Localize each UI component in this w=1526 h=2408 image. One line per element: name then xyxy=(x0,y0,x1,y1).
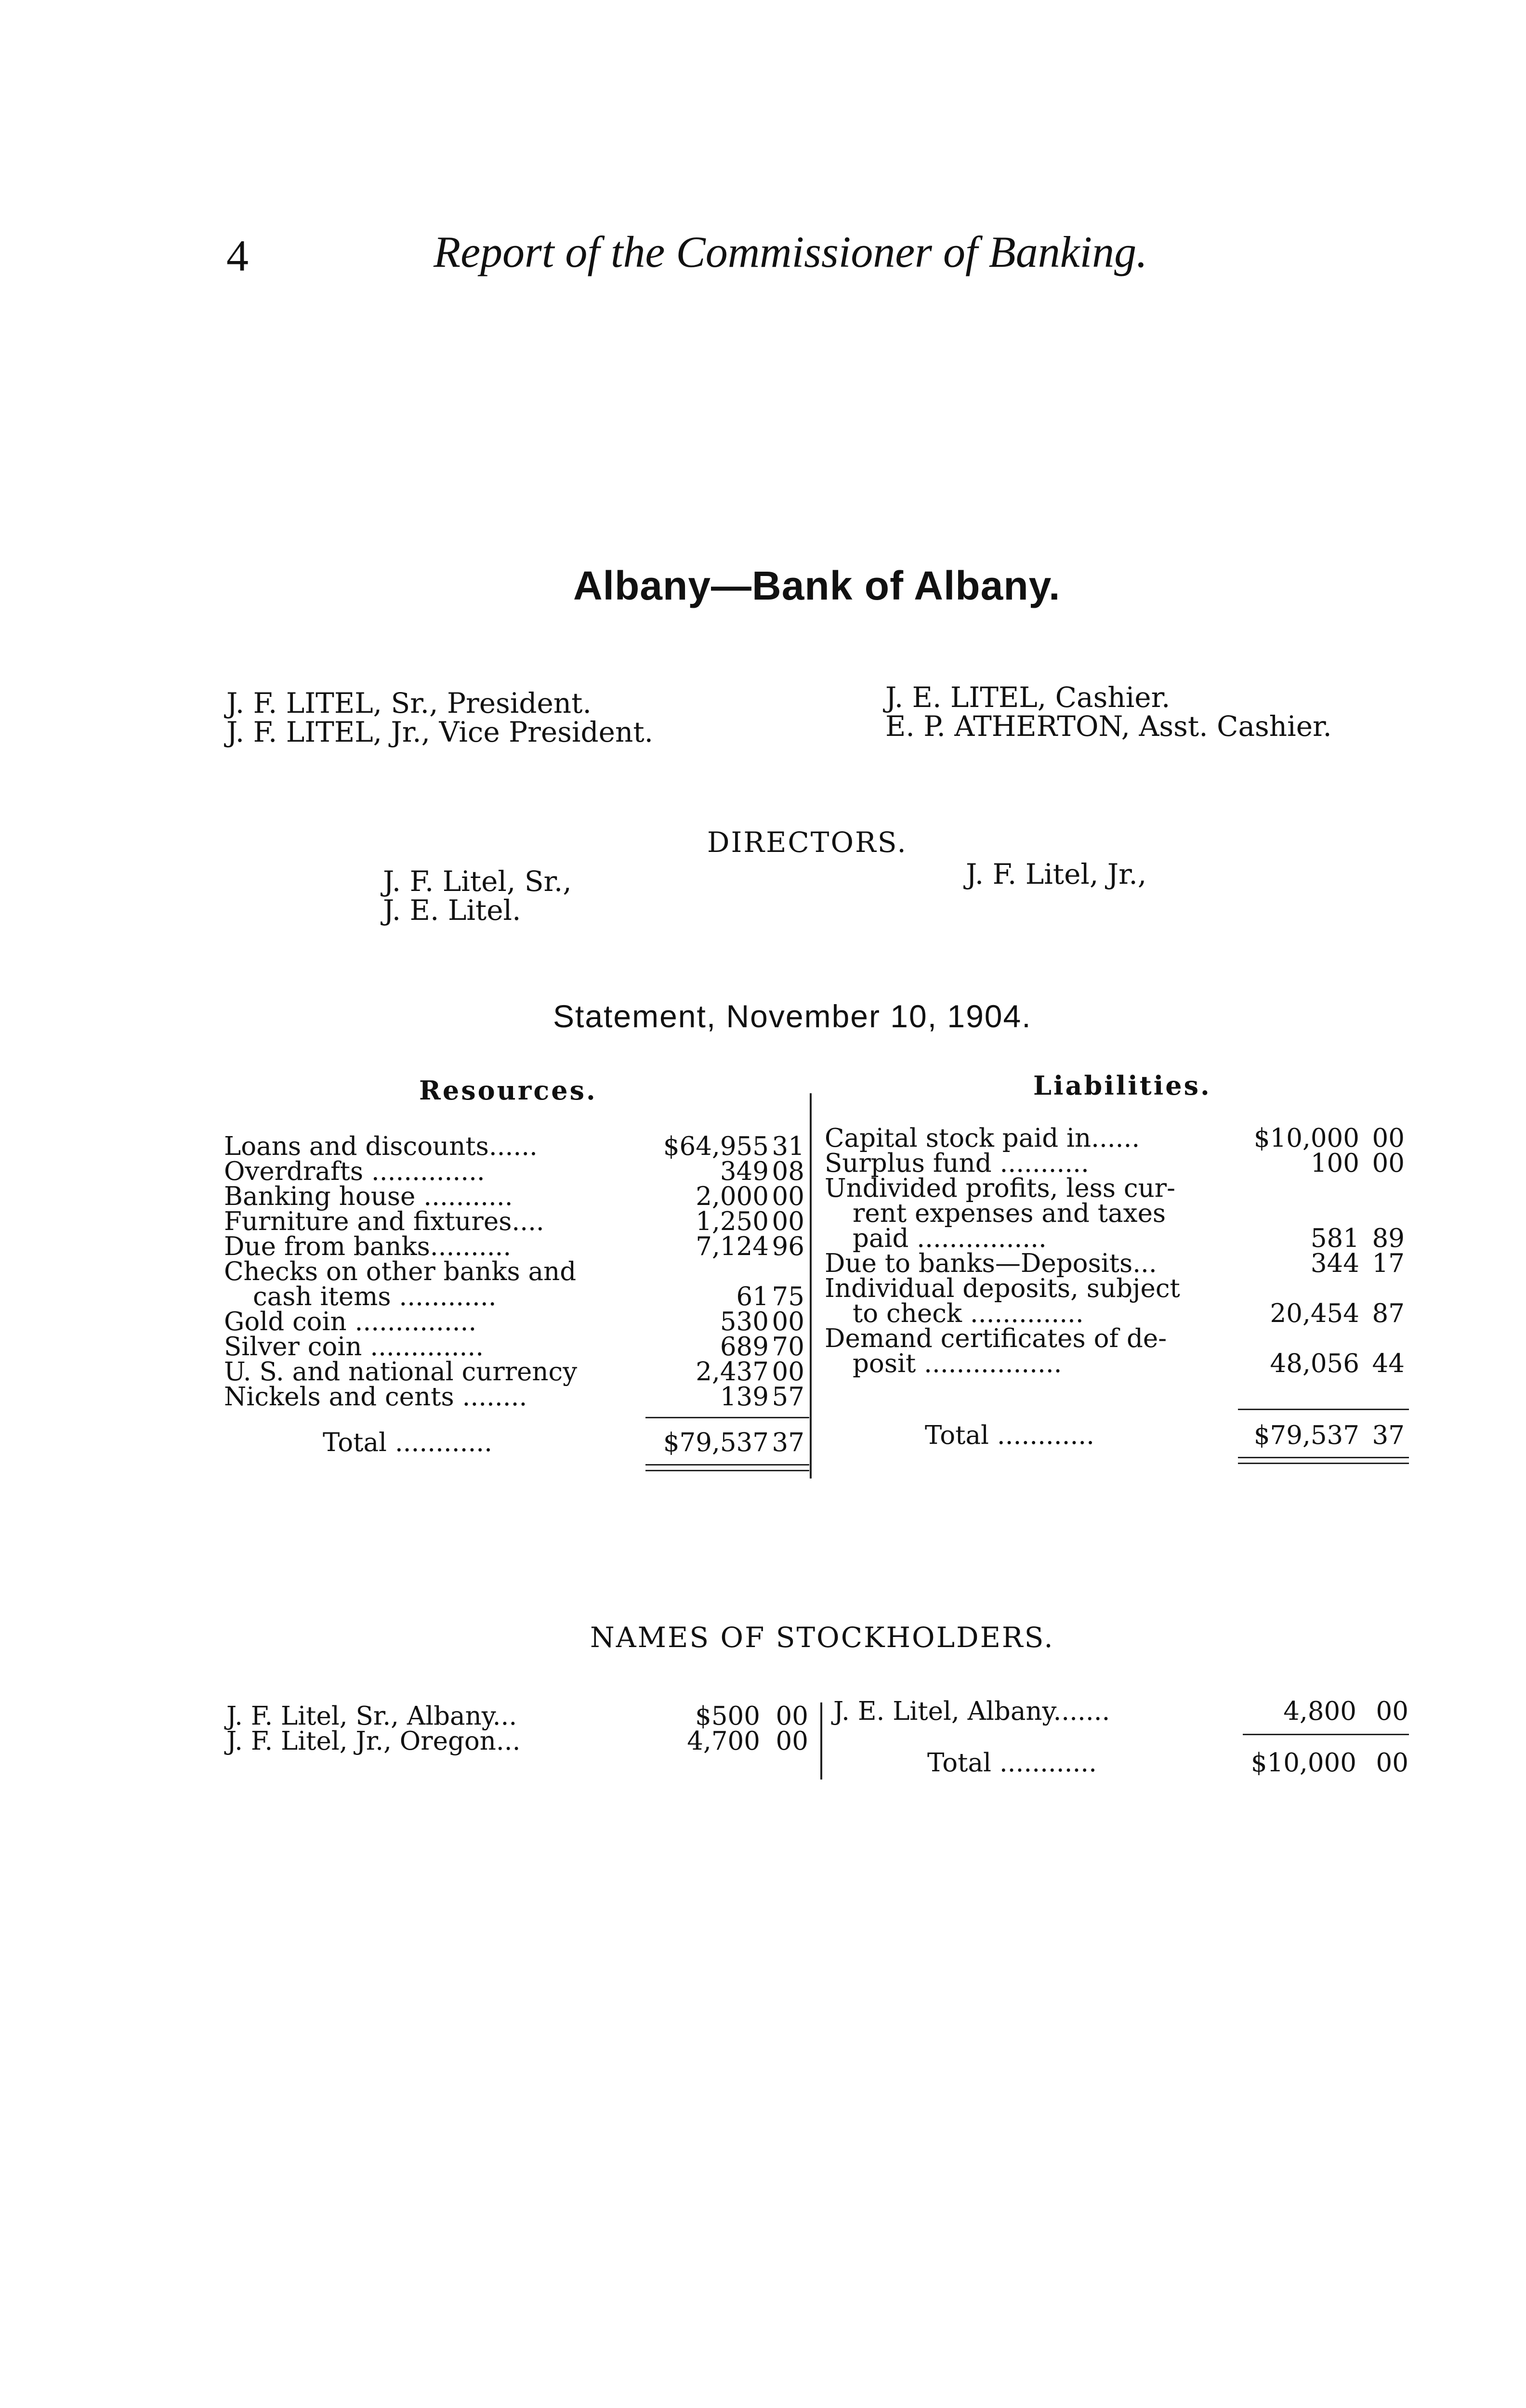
resources-total-cents: 37 xyxy=(772,1428,804,1457)
liabilities-total-label: Total ............ xyxy=(925,1421,1095,1450)
running-header-title: Report of the Commissioner of Banking. xyxy=(434,227,1148,276)
table-cell-cents: 00 xyxy=(1372,1124,1405,1153)
table-row: Silver coin .............. xyxy=(224,1332,484,1361)
table-cell-cents: 17 xyxy=(1372,1249,1405,1278)
resources-heading: Resources. xyxy=(419,1075,597,1106)
table-row: Due to banks—Deposits... xyxy=(825,1249,1157,1278)
table-cell-dollars: 349 xyxy=(720,1157,769,1186)
stockholders-heading: NAMES OF STOCKHOLDERS. xyxy=(590,1621,1054,1654)
double-rule xyxy=(645,1470,809,1471)
table-cell-dollars: $64,955 xyxy=(663,1132,769,1161)
table-cell-cents: 70 xyxy=(772,1332,804,1361)
stockholder-row: J. F. Litel, Sr., Albany... xyxy=(226,1701,517,1731)
table-cell-cents: 96 xyxy=(772,1232,804,1261)
stockholder-cents: 00 xyxy=(776,1727,808,1756)
page-number: 4 xyxy=(226,231,249,280)
double-rule xyxy=(1238,1463,1409,1464)
table-row: rent expenses and taxes xyxy=(853,1199,1166,1228)
table-cell-dollars: 581 xyxy=(1310,1224,1359,1253)
table-row: Undivided profits, less cur- xyxy=(825,1174,1175,1203)
stockholder-dollars: $500 xyxy=(695,1701,760,1731)
table-cell-dollars: 344 xyxy=(1310,1249,1359,1278)
table-cell-dollars: 2,000 xyxy=(696,1182,769,1211)
table-row: Demand certificates of de- xyxy=(825,1324,1167,1353)
table-cell-dollars: 7,124 xyxy=(696,1232,769,1261)
table-row: Checks on other banks and xyxy=(224,1257,577,1286)
table-cell-cents: 44 xyxy=(1372,1349,1405,1378)
table-row: Loans and discounts...... xyxy=(224,1132,538,1161)
table-row: Furniture and fixtures.... xyxy=(224,1207,544,1236)
liabilities-total-dollars: $79,537 xyxy=(1253,1421,1359,1450)
table-row: cash items ............ xyxy=(253,1282,497,1311)
stockholders-total-dollars: $10,000 xyxy=(1250,1748,1356,1778)
table-row: Individual deposits, subject xyxy=(825,1274,1180,1303)
table-row: Gold coin ............... xyxy=(224,1307,477,1336)
table-cell-cents: 08 xyxy=(772,1157,804,1186)
liabilities-heading: Liabilities. xyxy=(1033,1070,1211,1101)
table-cell-dollars: 689 xyxy=(720,1332,769,1361)
table-row: posit ................. xyxy=(853,1349,1062,1378)
statement-title: Statement, November 10, 1904. xyxy=(553,998,1032,1034)
stockholder-dollars: 4,800 xyxy=(1283,1697,1356,1726)
table-cell-cents: 57 xyxy=(772,1382,804,1412)
table-row: U. S. and national currency xyxy=(224,1357,578,1387)
officers-left xyxy=(226,689,653,746)
table-cell-cents: 89 xyxy=(1372,1224,1405,1253)
stockholder-row: J. E. Litel, Albany....... xyxy=(833,1697,1110,1726)
stockholder-row: J. F. Litel, Jr., Oregon... xyxy=(226,1727,521,1756)
table-row: Due from banks.......... xyxy=(224,1232,512,1261)
director-item: J. F. Litel, Sr., xyxy=(383,865,572,898)
director-item: J. E. Litel. xyxy=(383,894,521,927)
officer-president: J. F. LITEL, Sr., President. xyxy=(226,687,592,720)
resources-total-label: Total ............ xyxy=(323,1428,493,1457)
table-cell-dollars: 100 xyxy=(1310,1149,1359,1178)
officer-asst-cashier: E. P. ATHERTON, Asst. Cashier. xyxy=(885,710,1332,743)
table-cell-dollars: $10,000 xyxy=(1253,1124,1359,1153)
stockholders-total-cents: 00 xyxy=(1376,1748,1408,1778)
table-cell-cents: 00 xyxy=(772,1357,804,1387)
table-cell-cents: 31 xyxy=(772,1132,804,1161)
table-cell-dollars: 20,454 xyxy=(1270,1299,1359,1328)
statement-divider xyxy=(810,1093,812,1479)
liabilities-total-cents: 37 xyxy=(1372,1421,1405,1450)
table-cell-cents: 00 xyxy=(772,1207,804,1236)
table-cell-dollars: 61 xyxy=(736,1282,769,1311)
table-row: Capital stock paid in...... xyxy=(825,1124,1140,1153)
officer-cashier: J. E. LITEL, Cashier. xyxy=(885,681,1171,714)
table-row: Surplus fund ........... xyxy=(825,1149,1089,1178)
stockholder-cents: 00 xyxy=(776,1701,808,1731)
director-item: J. F. Litel, Jr., xyxy=(966,858,1147,890)
directors-heading: DIRECTORS. xyxy=(707,826,908,859)
officers-right xyxy=(885,683,1332,741)
table-cell-dollars: 1,250 xyxy=(696,1207,769,1236)
officer-vice-president: J. F. LITEL, Jr., Vice President. xyxy=(226,716,654,748)
total-rule xyxy=(1243,1734,1409,1735)
stockholder-dollars: 4,700 xyxy=(687,1727,760,1756)
table-cell-cents: 00 xyxy=(772,1307,804,1336)
table-row: paid ................ xyxy=(853,1224,1047,1253)
bank-title: Albany—Bank of Albany. xyxy=(573,563,1061,608)
total-rule xyxy=(1238,1409,1409,1410)
table-row: to check .............. xyxy=(853,1299,1084,1328)
table-row: Overdrafts .............. xyxy=(224,1157,485,1186)
stockholders-total-label: Total ............ xyxy=(927,1748,1097,1778)
table-cell-dollars: 2,437 xyxy=(696,1357,769,1387)
directors-right xyxy=(966,860,1146,889)
resources-total-dollars: $79,537 xyxy=(663,1428,769,1457)
table-row: Nickels and cents ........ xyxy=(224,1382,527,1412)
table-row: Banking house ........... xyxy=(224,1182,513,1211)
table-cell-cents: 75 xyxy=(772,1282,804,1311)
stockholders-divider xyxy=(820,1702,822,1780)
table-cell-dollars: 530 xyxy=(720,1307,769,1336)
double-rule xyxy=(645,1464,809,1466)
table-cell-dollars: 48,056 xyxy=(1270,1349,1359,1378)
table-cell-cents: 00 xyxy=(1372,1149,1405,1178)
stockholder-cents: 00 xyxy=(1376,1697,1408,1726)
table-cell-dollars: 139 xyxy=(720,1382,769,1412)
table-cell-cents: 00 xyxy=(772,1182,804,1211)
total-rule xyxy=(645,1417,809,1418)
table-cell-cents: 87 xyxy=(1372,1299,1405,1328)
directors-left xyxy=(383,867,572,925)
double-rule xyxy=(1238,1457,1409,1458)
